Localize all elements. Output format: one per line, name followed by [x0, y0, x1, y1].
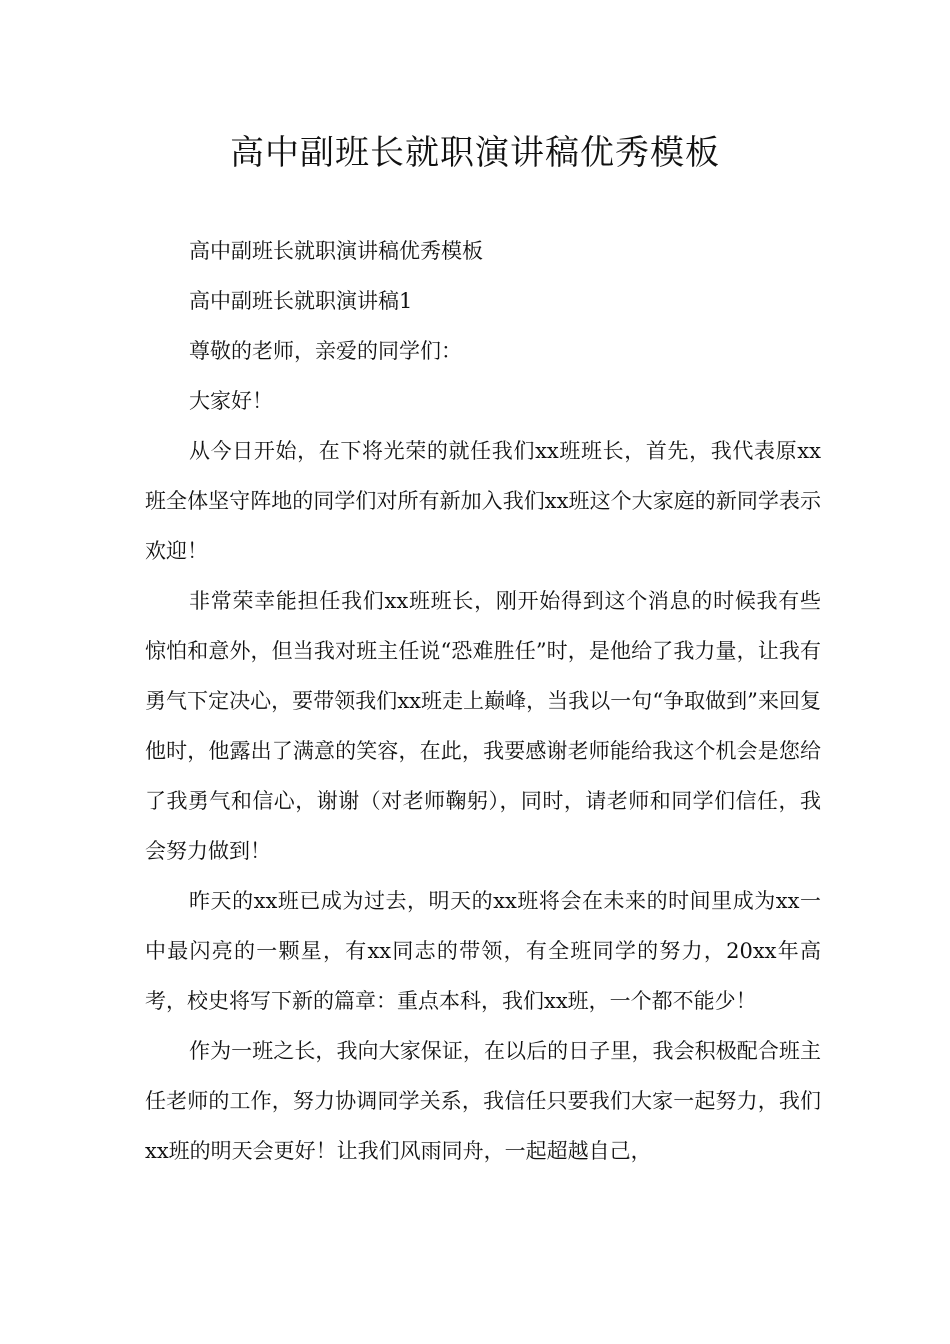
paragraph: 大家好！ [189, 389, 273, 413]
paragraph: 尊敬的老师，亲爱的同学们： [189, 339, 462, 363]
document-body [145, 226, 821, 1176]
paragraph: 从今日开始，在下将光荣的就任我们xx班班长，首先，我代表原xx班全体坚守阵地的同学们对所有新加入我们xx班这个大家庭的新同学表示欢迎！ [145, 439, 821, 563]
document-title: 高中副班长就职演讲稿优秀模板 [230, 133, 720, 173]
paragraph: 高中副班长就职演讲稿1 [189, 289, 413, 313]
paragraph: 非常荣幸能担任我们xx班班长，刚开始得到这个消息的时候我有些惊怕和意外，但当我对班主任说“恐难胜任”时，是他给了我力量，让我有勇气下定决心，要带领我们xx班走上巅峰，当我以一句“争取做到”来回复他时，他露出了满意的笑容，在此，我要感谢老师能给我这个机会是您给了我勇气和信心，谢谢（对老师鞠躬），同时，请老师和同学们信任，我会努力做到！ [145, 589, 821, 863]
paragraph: 昨天的xx班已成为过去，明天的xx班将会在未来的时间里成为xx一中最闪亮的一颗星，有xx同志的带领，有全班同学的努力，20xx年高考，校史将写下新的篇章：重点本科，我们xx班，一个都不能少！ [145, 889, 821, 1013]
paragraph: 高中副班长就职演讲稿优秀模板 [189, 239, 483, 263]
paragraph: 作为一班之长，我向大家保证，在以后的日子里，我会积极配合班主任老师的工作，努力协调同学关系，我信任只要我们大家一起努力，我们xx班的明天会更好！让我们风雨同舟，一起超越自己， [145, 1039, 821, 1163]
